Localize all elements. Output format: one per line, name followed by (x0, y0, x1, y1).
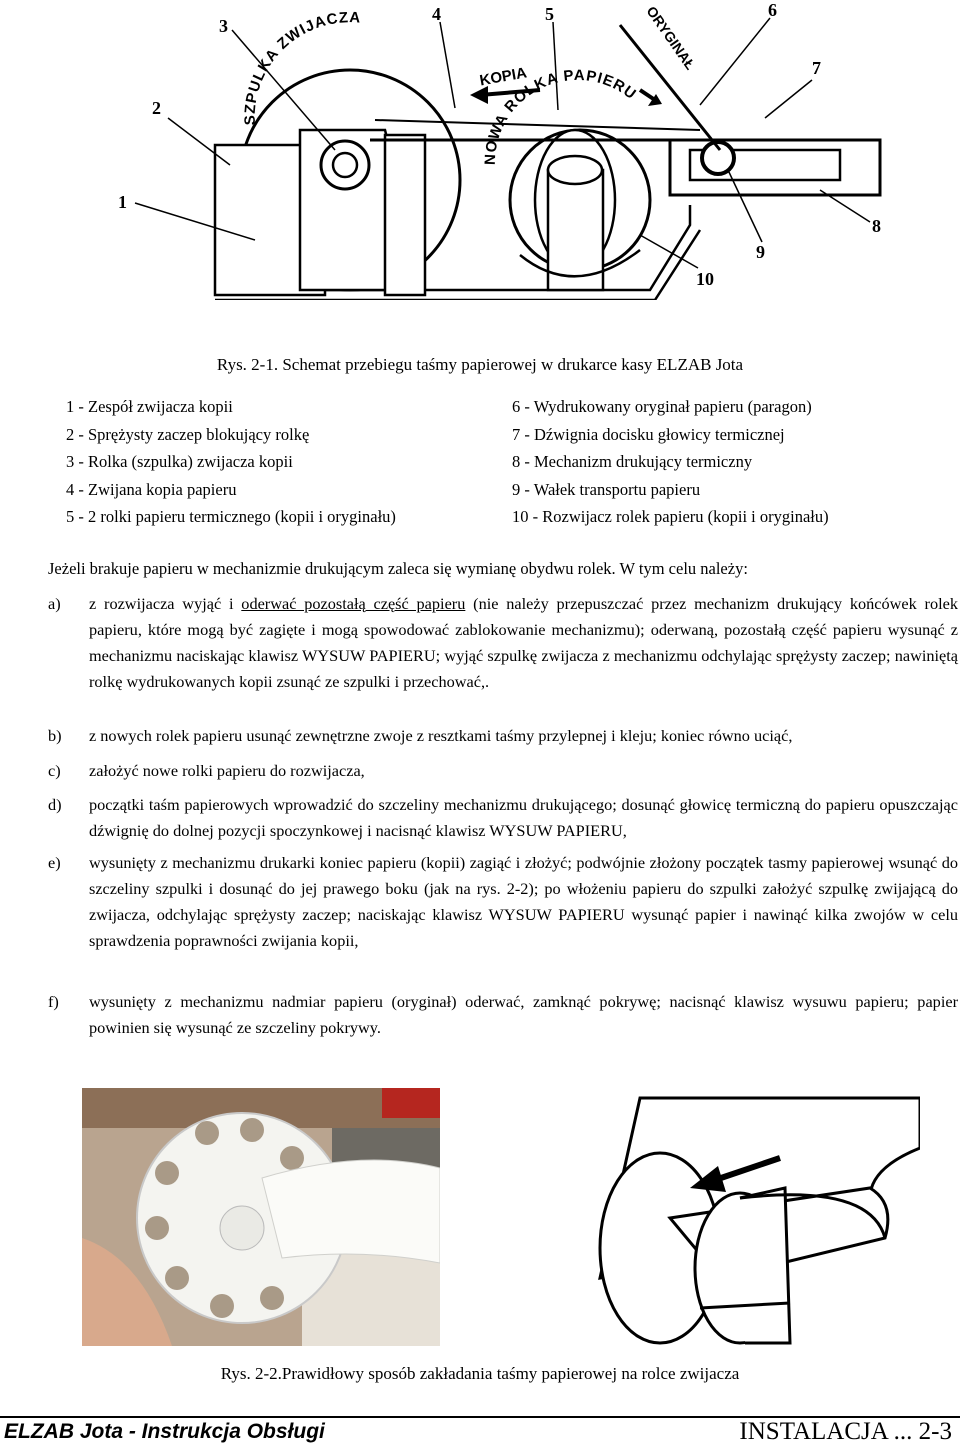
callout-3: 3 (219, 16, 228, 36)
label-szpulka-zwijacza: SZPULKA ZWIJACZA (241, 9, 362, 126)
spool-drawing (540, 1088, 920, 1350)
step-f: f) wysunięty z mechanizmu nadmiar papieru (oryginał) oderwać, zamknąć pokrywę; nacisnąć klawisz wysuwu papieru; papier powinien się wysunąć ze szczeliny pokrywy. (48, 992, 958, 1037)
callout-9: 9 (756, 242, 765, 262)
figure-2-caption: Rys. 2-2.Prawidłowy sposób zakładania taśmy papierowej na rolce zwijacza (220, 1364, 740, 1383)
legend-item: 5 - 2 rolki papieru termicznego (kopii i oryginału) (66, 507, 396, 527)
callout-7: 7 (812, 58, 821, 78)
footer-doc-title: ELZAB Jota - Instrukcja Obsługi (4, 1420, 325, 1443)
callout-5: 5 (545, 4, 554, 24)
legend-item: 9 - Wałek transportu papieru (512, 479, 701, 499)
legend-right (512, 393, 829, 531)
legend-item: 4 - Zwijana kopia papieru (66, 479, 237, 499)
legend-item: 3 - Rolka (szpulka) zwijacza kopii (66, 452, 293, 472)
footer-section-page: INSTALACJA ... 2-3 (739, 1418, 952, 1445)
callout-4: 4 (432, 4, 441, 24)
legend-item: 8 - Mechanizm drukujący termiczny (512, 452, 753, 472)
legend-left (66, 393, 396, 531)
legend-item: 10 - Rozwijacz rolek papieru (kopii i oryginału) (512, 507, 829, 527)
legend-item: 7 - Dźwignia docisku głowicy termicznej (512, 424, 785, 444)
label-oryginal: ORYGINAŁ (643, 3, 699, 73)
callout-2: 2 (152, 98, 161, 118)
label-kopia: KOPIA (478, 64, 529, 90)
legend-item: 6 - Wydrukowany oryginał papieru (paragon) (512, 397, 812, 416)
svg-text:SZPULKA ZWIJACZA (242, 9, 362, 125)
step-c: c) założyć nowe rolki papieru do rozwijacza, (48, 761, 365, 780)
printer-paper-path-diagram (0, 0, 960, 300)
step-b: b) z nowych rolek papieru usunąć zewnętrzne zwoje z resztkami taśmy przylepnej i kleju; koniec równo uciąć, (48, 726, 793, 745)
label-nowa-rolka: NOWA ROLKA PAPIERU (481, 66, 640, 166)
step-d: d) początki taśm papierowych wprowadzić do szczeliny mechanizmu drukującego; dosunąć głowicę termiczną do papieru opuszczając dźwignię do dolnej pozycji spoczynkowej i nacisnąć klawisz WYSUW PAPIERU, (48, 795, 958, 840)
intro-paragraph: Jeżeli brakuje papieru w mechanizmie drukującym zaleca się wymianę obydwu rolek. W tym celu należy: (48, 559, 748, 578)
figure-1-caption: Rys. 2-1. Schemat przebiegu taśmy papierowej w drukarce kasy ELZAB Jota (216, 355, 744, 374)
callout-8: 8 (872, 216, 881, 236)
legend-item: 2 - Sprężysty zaczep blokujący rolkę (66, 424, 310, 444)
legend-item: 1 - Zespół zwijacza kopii (66, 397, 233, 416)
callout-10: 10 (696, 269, 714, 289)
step-e: e) wysunięty z mechanizmu drukarki koniec papieru (kopii) zagiąć i złożyć; podwójnie złożony początek tasmy papierowej wsunąć do szczeliny szpulki i dosunąć do jej prawego boku (jak na rys. 2-2); po włożeniu papieru do szpulki założyć szpulkę zwijającą do zwijacza, odchylając sprężysty zaczep; naciskając klawisz WYSUW PAPIERU wysunąć papier i nawinąć kilka zwojów w celu sprawdzenia poprawności zwijania kopii, (48, 853, 958, 950)
callout-6: 6 (768, 0, 777, 20)
step-a: a) z rozwijacza wyjąć i oderwać pozostałą część papieru (nie należy przepuszczać przez mechanizm drukujący końcówek rolek papieru, które mogą być zagięte i mogą spowodować zablokowanie mechanizmu); oderwaną, pozostałą część papieru wysunąć z mechanizmu naciskając klawisz WYSUW PAPIERU; wyjąć szpulkę zwijacza z mechanizmu odchylając sprężysty zaczep; nawiniętą rolkę wydrukowanych kopii zsunąć ze szpulki i przechować,. (48, 594, 958, 691)
callout-1: 1 (118, 192, 127, 212)
spool-photo (82, 1088, 440, 1346)
